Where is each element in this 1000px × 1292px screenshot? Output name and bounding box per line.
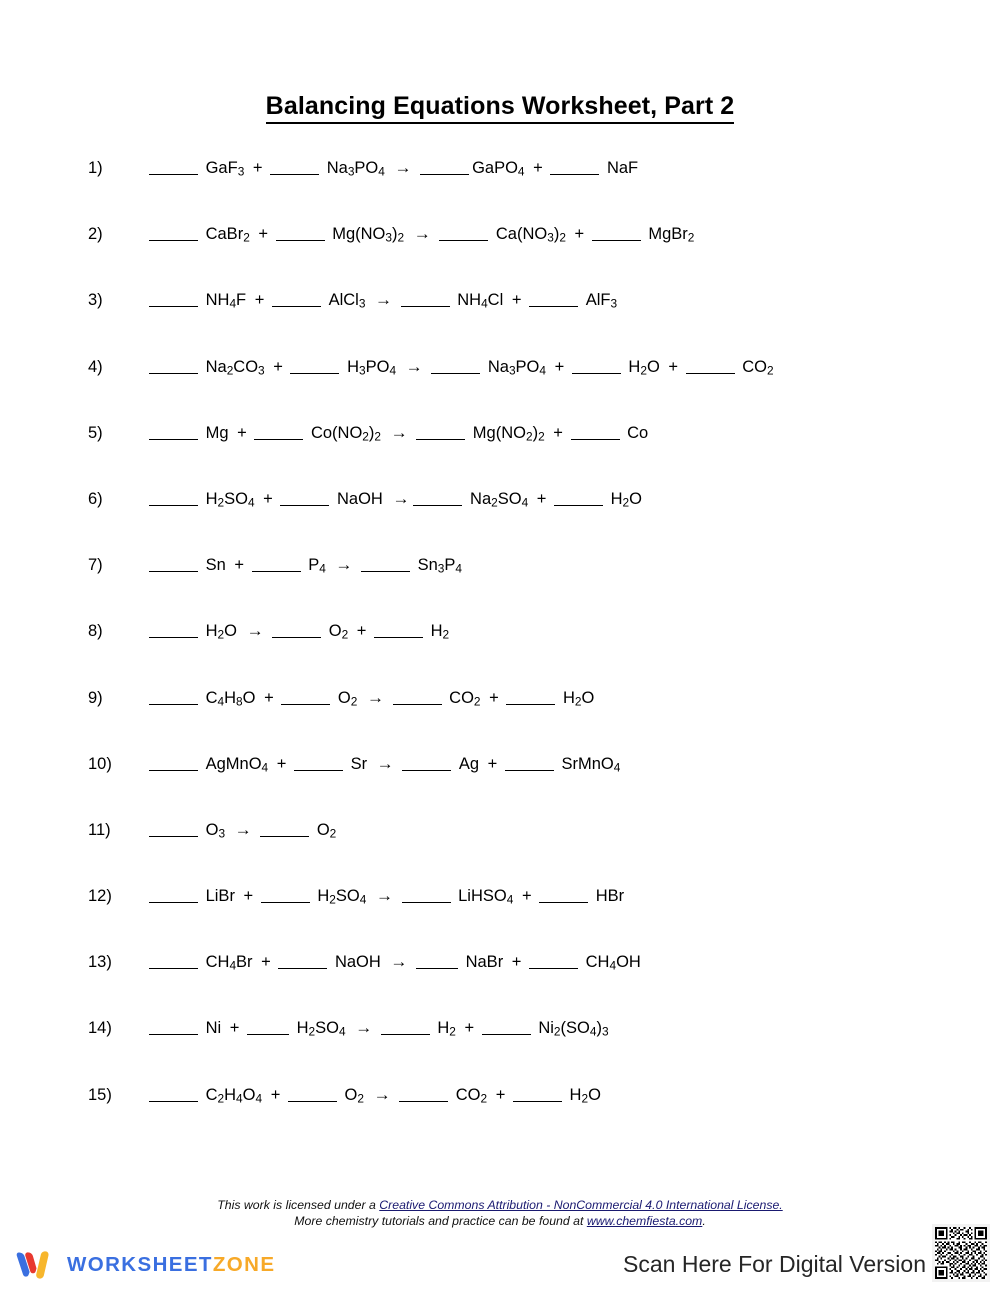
coefficient-blank[interactable] bbox=[402, 902, 451, 903]
plus-operator: + bbox=[574, 225, 585, 244]
problem-number: 5) bbox=[88, 423, 103, 442]
problem-row bbox=[0, 489, 1000, 555]
plus-operator: + bbox=[273, 357, 283, 376]
problem-list bbox=[0, 158, 1000, 1151]
problem-number: 14) bbox=[88, 1019, 112, 1038]
coefficient-blank[interactable] bbox=[149, 704, 198, 705]
chemical-equation bbox=[148, 158, 640, 178]
chemical-formula: $CH_4Br$ bbox=[205, 953, 253, 973]
coefficient-blank[interactable] bbox=[272, 637, 321, 638]
chemical-formula: $H_2O$ bbox=[569, 1085, 601, 1106]
plus-operator: + bbox=[261, 953, 271, 972]
chemical-formula: CaBr$_2$ bbox=[205, 225, 250, 245]
problem-number: 2) bbox=[88, 225, 103, 244]
chemical-formula: $H_2O$ bbox=[562, 688, 595, 709]
page-title bbox=[0, 92, 1000, 124]
problem-number: 4) bbox=[88, 357, 103, 376]
reaction-arrow: → bbox=[366, 687, 384, 707]
qr-code-icon[interactable] bbox=[932, 1224, 990, 1282]
license-notice bbox=[0, 1197, 1000, 1229]
coefficient-blank[interactable] bbox=[439, 240, 488, 241]
chemical-formula: $H_2O$ bbox=[205, 622, 237, 642]
reaction-arrow: → bbox=[413, 224, 431, 244]
license-period: . bbox=[702, 1214, 706, 1228]
chemical-formula: AgMnO$_4$ bbox=[205, 754, 269, 775]
problem-row bbox=[0, 688, 1000, 754]
problem-row bbox=[0, 290, 1000, 356]
chemical-formula: $Na_2SO_4$ bbox=[470, 489, 529, 510]
chemical-equation bbox=[148, 357, 776, 377]
reaction-arrow: → bbox=[375, 886, 393, 906]
license-line-1 bbox=[0, 1197, 1000, 1213]
chemical-formula: $CO_2$ bbox=[742, 357, 774, 378]
reaction-arrow: → bbox=[234, 819, 252, 839]
chemical-formula: GaF$_3$ bbox=[205, 159, 245, 179]
chemical-formula: $H_2$ bbox=[430, 622, 450, 642]
chemical-formula: $H_2O$ bbox=[628, 357, 660, 378]
coefficient-blank[interactable] bbox=[416, 439, 465, 440]
chemical-equation bbox=[148, 1018, 611, 1038]
chemical-formula: LiBr bbox=[205, 887, 235, 906]
chemical-formula: $Na_2CO_3$ bbox=[205, 357, 265, 378]
chemical-formula: HBr bbox=[595, 887, 625, 906]
coefficient-blank[interactable] bbox=[381, 1034, 430, 1035]
coefficient-blank[interactable] bbox=[149, 637, 198, 638]
chemical-formula: $CO_2$ bbox=[455, 1085, 488, 1106]
coefficient-blank[interactable] bbox=[149, 373, 198, 374]
chemical-formula: AlCl$_3$ bbox=[328, 291, 366, 311]
chemical-equation bbox=[148, 952, 643, 972]
plus-operator: + bbox=[554, 357, 565, 376]
chemical-formula: $NH_4F$ bbox=[205, 291, 247, 311]
chemical-formula: Ni bbox=[205, 1019, 222, 1038]
coefficient-blank[interactable] bbox=[270, 174, 319, 175]
chemical-equation bbox=[148, 754, 622, 774]
coefficient-blank[interactable] bbox=[506, 704, 555, 705]
coefficient-blank[interactable] bbox=[149, 1034, 198, 1035]
chemical-formula: $H_2SO_4$ bbox=[296, 1019, 346, 1040]
chemical-formula: $Ni_2(SO_4)_3$ bbox=[538, 1019, 609, 1040]
coefficient-blank[interactable] bbox=[399, 1101, 448, 1102]
coefficient-blank[interactable] bbox=[252, 571, 301, 572]
coefficient-blank[interactable] bbox=[402, 770, 451, 771]
chemical-formula: $H_3PO_4$ bbox=[347, 357, 397, 378]
problem-number: 9) bbox=[88, 688, 103, 707]
problem-row bbox=[0, 952, 1000, 1018]
problem-number: 12) bbox=[88, 887, 112, 906]
coefficient-blank[interactable] bbox=[592, 240, 641, 241]
chemical-formula: $Mg(NO_3)_2$ bbox=[332, 225, 405, 245]
reaction-arrow: → bbox=[394, 158, 412, 177]
plus-operator: + bbox=[243, 887, 254, 906]
chemical-formula: $CH_4OH$ bbox=[585, 953, 641, 973]
brand-zone-text: ZONE bbox=[212, 1253, 276, 1276]
reaction-arrow: → bbox=[390, 422, 408, 442]
license-text-prefix: This work is licensed under a bbox=[217, 1198, 380, 1212]
chemical-formula: $NH_4Cl$ bbox=[457, 291, 504, 311]
chemical-formula: $Sn_3P_4$ bbox=[417, 556, 463, 576]
chemical-formula: SrMnO$_4$ bbox=[561, 754, 621, 775]
problem-number: 6) bbox=[88, 489, 103, 508]
scan-prompt-label: Scan Here For Digital Version bbox=[623, 1251, 926, 1277]
reaction-arrow: → bbox=[392, 488, 410, 508]
coefficient-blank[interactable] bbox=[149, 1101, 198, 1102]
plus-operator: + bbox=[464, 1019, 475, 1038]
problem-number: 13) bbox=[88, 953, 112, 972]
chemical-equation bbox=[148, 688, 596, 708]
plus-operator: + bbox=[229, 1019, 240, 1038]
problem-number: 15) bbox=[88, 1085, 112, 1104]
chemical-formula: $Na_3PO_4$ bbox=[326, 159, 385, 179]
problem-row bbox=[0, 886, 1000, 952]
coefficient-blank[interactable] bbox=[276, 240, 325, 241]
reaction-arrow: → bbox=[375, 290, 393, 310]
plus-operator: + bbox=[521, 887, 532, 906]
chemical-formula: Mg bbox=[205, 423, 229, 442]
chemical-equation bbox=[148, 1085, 603, 1105]
problem-row bbox=[0, 1018, 1000, 1084]
coefficient-blank[interactable] bbox=[247, 1034, 289, 1035]
brand-worksheet-text: WORKSHEET bbox=[67, 1253, 213, 1276]
bottom-bar bbox=[0, 1240, 1000, 1292]
chemical-formula: $H_2$ bbox=[437, 1019, 456, 1040]
plus-operator: + bbox=[270, 1085, 281, 1104]
coefficient-blank[interactable] bbox=[149, 836, 198, 837]
plus-operator: + bbox=[258, 225, 269, 244]
chemical-formula: $P_4$ bbox=[308, 556, 326, 576]
chemical-formula: $O_2$ bbox=[344, 1085, 364, 1106]
chemfiesta-website-link[interactable]: www.chemfiesta.com bbox=[586, 1214, 703, 1228]
problem-row bbox=[0, 224, 1000, 290]
chemical-formula: $Mg(NO_2)_2$ bbox=[472, 423, 545, 444]
plus-operator: + bbox=[511, 291, 522, 310]
coefficient-blank[interactable] bbox=[294, 770, 343, 771]
chemical-equation bbox=[148, 886, 626, 906]
chemical-equation bbox=[148, 820, 338, 840]
coefficient-blank[interactable] bbox=[290, 373, 339, 374]
chemical-formula: $O_2$ bbox=[337, 688, 358, 709]
coefficient-blank[interactable] bbox=[149, 505, 198, 506]
chemical-formula: $H_2SO_4$ bbox=[317, 887, 367, 907]
coefficient-blank[interactable] bbox=[416, 968, 458, 969]
chemical-formula: Co bbox=[627, 423, 649, 442]
plus-operator: + bbox=[263, 489, 273, 508]
problem-row bbox=[0, 754, 1000, 820]
chemical-formula: Ag bbox=[458, 754, 480, 773]
plus-operator: + bbox=[234, 556, 245, 575]
coefficient-blank[interactable] bbox=[149, 240, 198, 241]
problem-number: 7) bbox=[88, 556, 103, 575]
coefficient-blank[interactable] bbox=[281, 704, 330, 705]
license-line-2 bbox=[0, 1213, 1000, 1229]
problem-row bbox=[0, 423, 1000, 489]
plus-operator: + bbox=[536, 489, 547, 508]
coefficient-blank[interactable] bbox=[505, 770, 554, 771]
creative-commons-license-link[interactable]: Creative Commons Attribution - NonCommercial 4.0 International License. bbox=[379, 1198, 783, 1212]
problem-number: 11) bbox=[88, 820, 111, 839]
chemical-formula: $O_3$ bbox=[205, 820, 226, 841]
chemical-formula: NaF bbox=[606, 159, 639, 177]
chemical-formula: LiHSO$_4$ bbox=[458, 887, 514, 907]
coefficient-blank[interactable] bbox=[529, 306, 578, 307]
plus-operator: + bbox=[276, 754, 287, 773]
reaction-arrow: → bbox=[246, 621, 264, 641]
chemical-formula: NaBr bbox=[465, 953, 504, 972]
coefficient-blank[interactable] bbox=[149, 174, 198, 175]
problem-row bbox=[0, 1085, 1000, 1151]
chemical-formula: $Co(NO_2)_2$ bbox=[310, 423, 381, 444]
plus-operator: + bbox=[511, 953, 522, 972]
coefficient-blank[interactable] bbox=[554, 505, 603, 506]
coefficient-blank[interactable] bbox=[149, 306, 198, 307]
plus-operator: + bbox=[495, 1085, 506, 1104]
plus-operator: + bbox=[252, 159, 263, 177]
brand-wordmark bbox=[67, 1253, 275, 1277]
problem-number: 3) bbox=[88, 291, 103, 310]
plus-operator: + bbox=[237, 423, 247, 442]
chemical-equation bbox=[148, 290, 619, 310]
chemical-formula: $C_2H_4O_4$ bbox=[205, 1085, 263, 1106]
coefficient-blank[interactable] bbox=[550, 174, 599, 175]
plus-operator: + bbox=[668, 357, 679, 376]
chemical-formula: $O_2$ bbox=[316, 820, 337, 841]
coefficient-blank[interactable] bbox=[571, 439, 620, 440]
chemical-formula: NaOH bbox=[337, 489, 383, 508]
problem-row bbox=[0, 820, 1000, 886]
plus-operator: + bbox=[553, 423, 563, 442]
coefficient-blank[interactable] bbox=[374, 637, 423, 638]
coefficient-blank[interactable] bbox=[260, 836, 309, 837]
problem-row bbox=[0, 357, 1000, 423]
coefficient-blank[interactable] bbox=[149, 439, 198, 440]
coefficient-blank[interactable] bbox=[149, 968, 198, 969]
chemical-equation bbox=[148, 621, 451, 641]
plus-operator: + bbox=[264, 688, 274, 707]
chemical-equation bbox=[148, 489, 644, 509]
chemical-formula: $O_2$ bbox=[328, 622, 349, 642]
coefficient-blank[interactable] bbox=[513, 1101, 562, 1102]
license-text-prefix-2: More chemistry tutorials and practice can be found at bbox=[294, 1214, 587, 1228]
problem-row bbox=[0, 555, 1000, 621]
coefficient-blank[interactable] bbox=[261, 902, 310, 903]
plus-operator: + bbox=[487, 754, 498, 773]
chemical-formula: $CO_2$ bbox=[449, 688, 481, 709]
chemical-equation bbox=[148, 423, 650, 443]
problem-row bbox=[0, 621, 1000, 687]
problem-number: 1) bbox=[88, 159, 103, 177]
worksheet-zone-logo[interactable] bbox=[16, 1248, 275, 1282]
page-title-text: Balancing Equations Worksheet, Part 2 bbox=[266, 92, 735, 124]
reaction-arrow: → bbox=[335, 555, 353, 575]
coefficient-blank[interactable] bbox=[280, 505, 329, 506]
plus-operator: + bbox=[489, 688, 499, 707]
chemical-formula: AlF$_3$ bbox=[585, 291, 618, 311]
coefficient-blank[interactable] bbox=[420, 174, 469, 175]
chemical-formula: $C_4H_8O$ bbox=[205, 688, 256, 709]
coefficient-blank[interactable] bbox=[393, 704, 442, 705]
chemical-formula: $H_2SO_4$ bbox=[205, 489, 255, 510]
reaction-arrow: → bbox=[390, 952, 408, 972]
chemical-formula: $Ca(NO_3)_2$ bbox=[495, 225, 566, 245]
chemical-equation bbox=[148, 555, 464, 575]
plus-operator: + bbox=[533, 159, 543, 177]
problem-number: 10) bbox=[88, 754, 112, 773]
coefficient-blank[interactable] bbox=[572, 373, 621, 374]
reaction-arrow: → bbox=[373, 1084, 391, 1104]
coefficient-blank[interactable] bbox=[149, 571, 198, 572]
problem-row bbox=[0, 158, 1000, 224]
worksheet-zone-w-mark-icon bbox=[16, 1248, 58, 1282]
coefficient-blank[interactable] bbox=[686, 373, 735, 374]
coefficient-blank[interactable] bbox=[401, 306, 450, 307]
chemical-formula: Sr bbox=[350, 754, 368, 773]
reaction-arrow: → bbox=[355, 1018, 373, 1038]
plus-operator: + bbox=[356, 622, 367, 641]
chemical-equation bbox=[148, 224, 696, 244]
reaction-arrow: → bbox=[376, 753, 394, 773]
coefficient-blank[interactable] bbox=[482, 1034, 531, 1035]
coefficient-blank[interactable] bbox=[288, 1101, 337, 1102]
coefficient-blank[interactable] bbox=[529, 968, 578, 969]
coefficient-blank[interactable] bbox=[272, 306, 321, 307]
chemical-formula: $H_2O$ bbox=[610, 489, 642, 510]
coefficient-blank[interactable] bbox=[431, 373, 480, 374]
coefficient-blank[interactable] bbox=[149, 770, 198, 771]
chemical-formula: $Na_3PO_4$ bbox=[487, 357, 546, 378]
plus-operator: + bbox=[254, 291, 265, 310]
reaction-arrow: → bbox=[405, 356, 423, 376]
chemical-formula: Sn bbox=[205, 556, 226, 575]
coefficient-blank[interactable] bbox=[254, 439, 303, 440]
coefficient-blank[interactable] bbox=[278, 968, 327, 969]
chemical-formula: NaOH bbox=[334, 953, 381, 972]
coefficient-blank[interactable] bbox=[413, 505, 462, 506]
problem-number: 8) bbox=[88, 622, 103, 641]
coefficient-blank[interactable] bbox=[149, 902, 198, 903]
coefficient-blank[interactable] bbox=[361, 571, 410, 572]
chemical-formula: GaPO$_4$ bbox=[472, 159, 525, 179]
coefficient-blank[interactable] bbox=[539, 902, 588, 903]
chemical-formula: MgBr$_2$ bbox=[648, 225, 695, 245]
